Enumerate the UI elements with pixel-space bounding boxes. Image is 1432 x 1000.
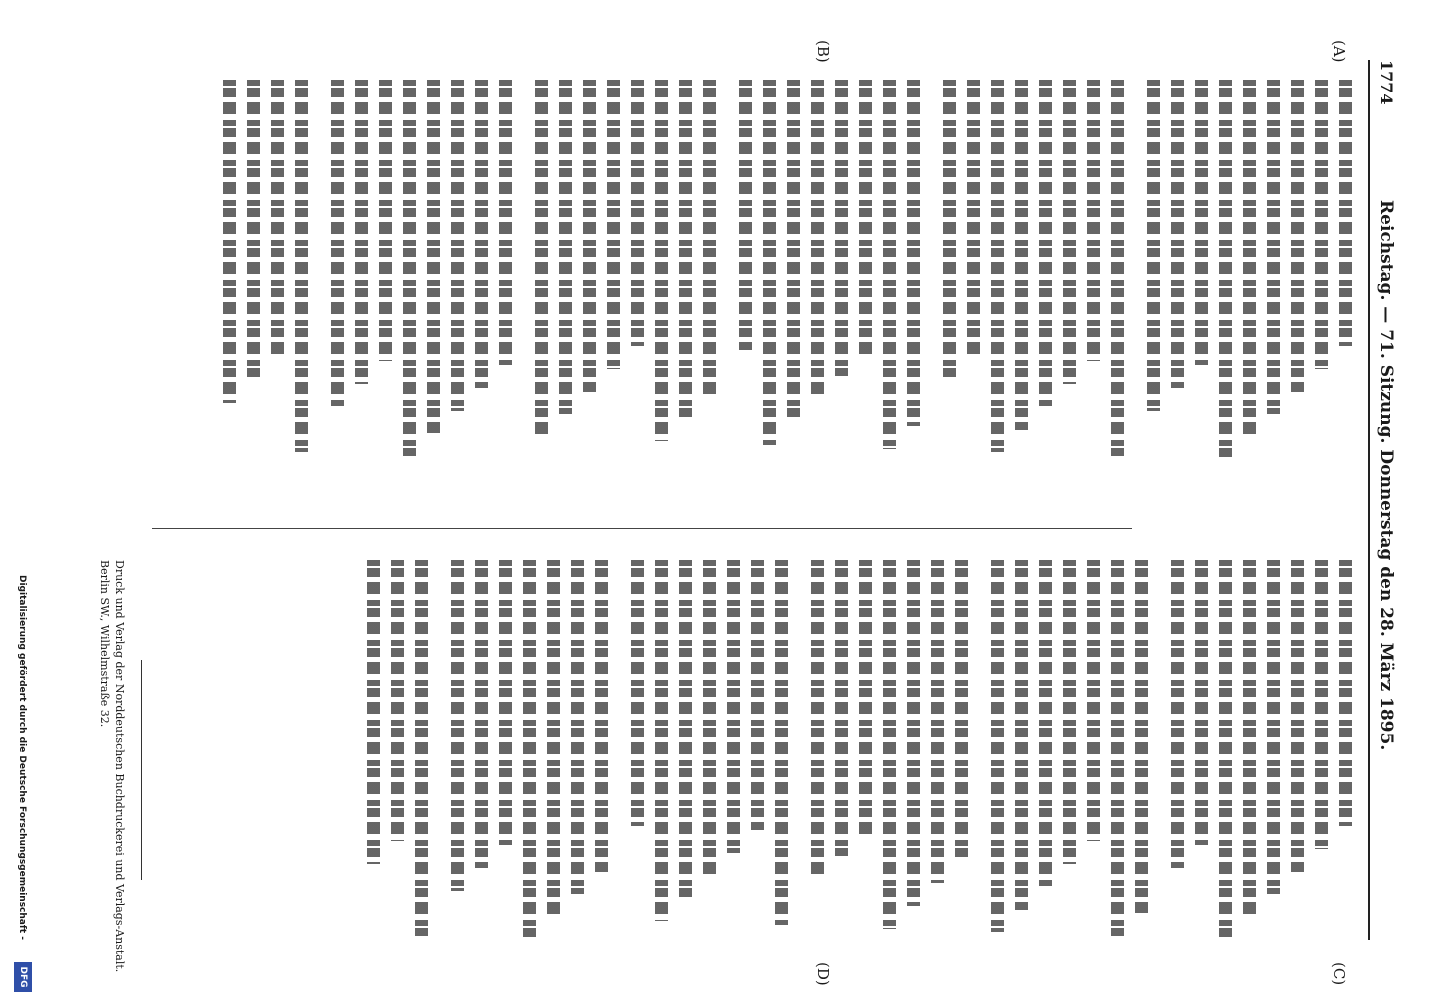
- text-line: [1039, 80, 1052, 407]
- text-line: [608, 560, 620, 940]
- text-line: [631, 560, 644, 826]
- text-line: [1039, 560, 1052, 887]
- text-line: [1219, 560, 1232, 940]
- text-line: [475, 80, 488, 388]
- text-line: [1087, 80, 1100, 361]
- text-line: [679, 560, 692, 898]
- text-line: [1111, 560, 1124, 936]
- text-line: [955, 560, 968, 860]
- text-line: [703, 80, 716, 395]
- text-line: [1339, 560, 1352, 826]
- text-line: [451, 560, 464, 891]
- text-line: [968, 560, 980, 940]
- text-line: [1015, 560, 1028, 910]
- text-line: [428, 560, 440, 940]
- text-line: [727, 560, 740, 853]
- margin-mark-b: (B): [814, 40, 832, 63]
- text-line: [1135, 560, 1148, 913]
- text-line: [415, 560, 428, 936]
- text-line: [523, 560, 536, 940]
- text-line: [391, 560, 404, 841]
- text-line: [1267, 80, 1280, 414]
- text-line: [1063, 80, 1076, 384]
- text-line: [1219, 80, 1232, 460]
- printer-imprint: Druck und Verlag der Norddeutschen Buchdruckerei und Verlags-Anstalt. Berlin SW., Wilhelmstraße 32.: [98, 560, 126, 973]
- left-column-text: [212, 80, 1352, 460]
- margin-mark-a: (A): [1330, 40, 1348, 63]
- text-line: [271, 80, 284, 357]
- text-line: [559, 80, 572, 414]
- text-line: [739, 80, 752, 350]
- text-line: [331, 80, 344, 407]
- text-line: [1087, 560, 1100, 841]
- digitization-note: Digitalisierung gefördert durch die Deutsche Forschungsgemeinschaft -: [17, 575, 27, 940]
- text-line: [655, 80, 668, 441]
- text-line: [295, 80, 308, 452]
- text-line: [1148, 560, 1160, 940]
- text-line: [1195, 560, 1208, 845]
- text-line: [679, 80, 692, 418]
- text-line: [775, 560, 788, 925]
- text-line: [1291, 80, 1304, 392]
- text-line: [883, 560, 896, 929]
- margin-mark-d: (D): [814, 962, 832, 986]
- text-line: [967, 80, 980, 357]
- text-line: [1124, 80, 1136, 460]
- text-line: [859, 80, 872, 354]
- text-line: [1315, 560, 1328, 849]
- text-line: [883, 80, 896, 449]
- text-line: [991, 80, 1004, 452]
- text-line: [1339, 80, 1352, 346]
- text-line: [308, 80, 320, 460]
- text-line: [763, 80, 776, 445]
- text-line: [1243, 560, 1256, 917]
- text-line: [247, 80, 260, 380]
- text-line: [1063, 560, 1076, 864]
- text-line: [751, 560, 764, 830]
- text-line: [931, 560, 944, 883]
- text-line: [355, 80, 368, 384]
- text-line: [1267, 560, 1280, 894]
- text-line: [835, 560, 848, 856]
- text-line: [499, 80, 512, 365]
- text-line: [379, 80, 392, 361]
- text-line: [1147, 80, 1160, 411]
- text-line: [427, 80, 440, 433]
- text-line: [451, 80, 464, 411]
- text-line: [655, 560, 668, 921]
- text-line: [583, 80, 596, 392]
- text-line: [1195, 80, 1208, 365]
- text-line: [907, 560, 920, 906]
- text-line: [943, 80, 956, 380]
- dfg-logo: DFG: [14, 962, 32, 992]
- text-line: [716, 80, 728, 460]
- footer-rule: [141, 660, 142, 880]
- text-line: [367, 560, 380, 864]
- text-line: [859, 560, 872, 834]
- text-line: [1171, 560, 1184, 868]
- text-line: [403, 80, 416, 456]
- text-line: [607, 80, 620, 369]
- text-line: [991, 560, 1004, 932]
- text-line: [787, 80, 800, 422]
- text-line: [547, 560, 560, 917]
- text-line: [920, 80, 932, 460]
- text-line: [475, 560, 488, 868]
- text-line: [1291, 560, 1304, 872]
- text-line: [835, 80, 848, 376]
- text-line: [1315, 80, 1328, 369]
- text-line: [535, 80, 548, 437]
- margin-mark-c: (C): [1330, 962, 1348, 986]
- text-line: [1111, 80, 1124, 456]
- column-divider: [152, 528, 1132, 529]
- right-column-text: [356, 560, 1352, 940]
- text-line: [907, 80, 920, 426]
- text-line: [223, 80, 236, 403]
- running-header: Reichstag. — 71. Sitzung. Donnerstag den 28. März 1895.: [1376, 200, 1396, 751]
- text-line: [631, 80, 644, 346]
- text-line: [811, 560, 824, 879]
- text-line: [512, 80, 524, 460]
- text-line: [788, 560, 800, 940]
- text-line: [499, 560, 512, 845]
- text-line: [1015, 80, 1028, 430]
- text-line: [811, 80, 824, 399]
- text-line: [1171, 80, 1184, 388]
- text-line: [1243, 80, 1256, 437]
- page-number: 1774: [1377, 60, 1396, 105]
- text-line: [703, 560, 716, 875]
- text-line: [595, 560, 608, 872]
- header-rule: [1368, 60, 1370, 940]
- text-line: [571, 560, 584, 894]
